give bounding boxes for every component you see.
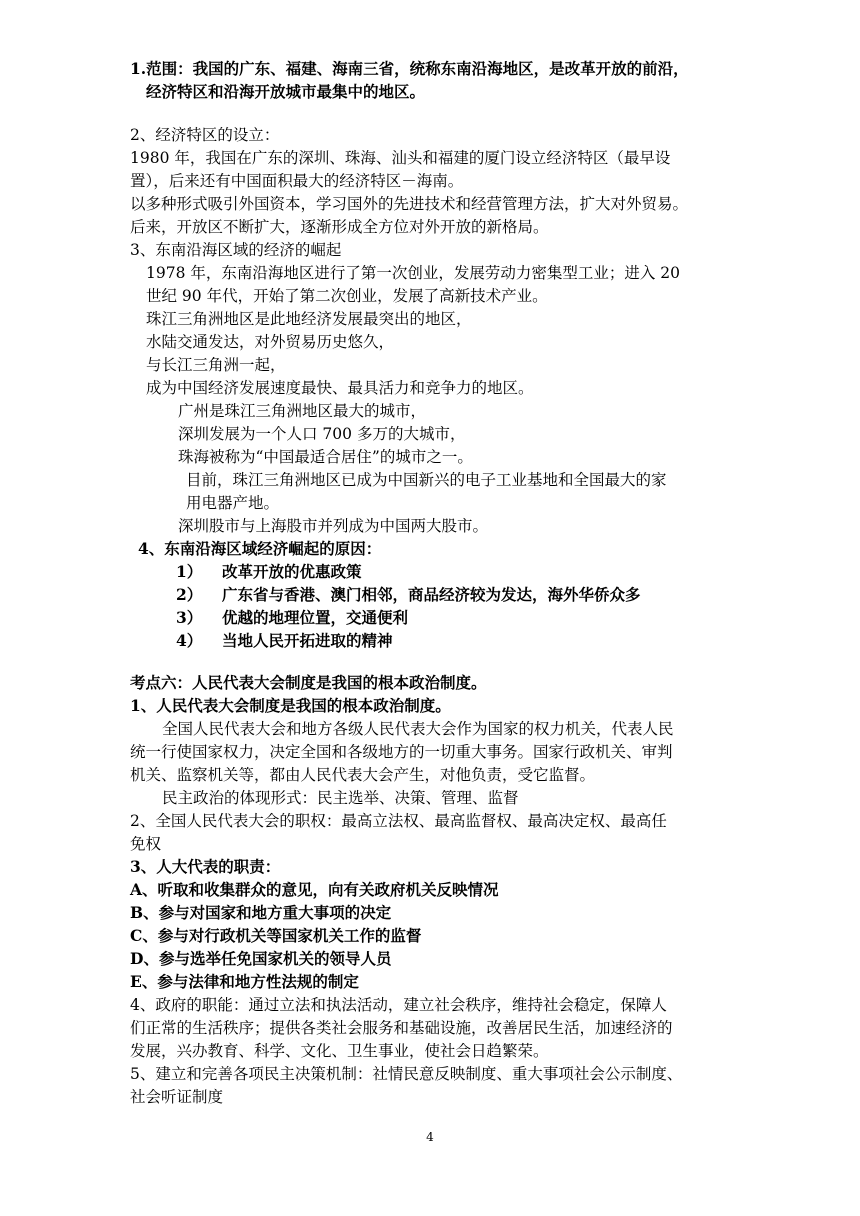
deputy-duty-item: C、参与对行政机关等国家机关工作的监督: [130, 926, 422, 945]
government-functions-line: 发展，兴办教育、科学、文化、卫生事业，使社会日趋繁荣。: [130, 1042, 549, 1060]
npc-system-line: 全国人民代表大会和地方各级人民代表大会作为国家的权力机关，代表人民: [162, 720, 674, 738]
deputy-duty-item: A、听取和收集群众的意见，向有关政府机关反映情况: [130, 880, 499, 899]
rise-line: 深圳发展为一个人口 700 多万的大城市，: [178, 425, 466, 443]
reason-item: [176, 630, 393, 652]
deputy-duty-item: B、参与对国家和地方重大事项的决定: [130, 903, 392, 922]
reason-number: 4）: [176, 631, 203, 650]
reason-item: [176, 561, 362, 583]
deputy-duty-item: D、参与选举任免国家机关的领导人员: [130, 949, 392, 968]
special-zone-heading: 2、经济特区的设立：: [130, 126, 280, 144]
rise-line: 珠海被称为“中国最适合居住”的城市之一。: [178, 448, 473, 466]
special-zone-p1-line2: 置），后来还有中国面积最大的经济特区－海南。: [130, 172, 464, 190]
rise-line: 水陆交通发达，对外贸易历史悠久，: [146, 333, 395, 351]
reason-text: 优越的地理位置，交通便利: [222, 608, 409, 627]
reason-item: [176, 607, 408, 629]
rise-line: 珠江三角洲地区是此地经济发展最突出的地区，: [146, 310, 472, 328]
npc-system-line: 统一行使国家权力，决定全国和各级地方的一切重大事务。国家行政机关、审判: [130, 743, 673, 761]
scope-line-1: 1.范围：我国的广东、福建、海南三省，统称东南沿海地区，是改革开放的前沿，: [130, 59, 689, 78]
reason-text: 当地人民开拓进取的精神: [222, 631, 393, 650]
rise-line: 1978 年，东南沿海地区进行了第一次创业，发展劳动力密集型工业；进入 20: [146, 264, 681, 282]
decision-mechanism-line: 5、建立和完善各项民主决策机制：社情民意反映制度、重大事项社会公示制度、: [130, 1065, 683, 1083]
scope-line-2: 经济特区和沿海开放城市最集中的地区。: [146, 82, 426, 101]
reason-item: [176, 584, 641, 606]
deputy-duty-item: E、参与法律和地方性法规的制定: [130, 972, 359, 991]
page-number: 4: [426, 1130, 434, 1144]
npc-system-heading: 1、人民代表大会制度是我国的根本政治制度。: [130, 696, 451, 715]
special-zone-p2-line2: 后来，开放区不断扩大，逐渐形成全方位对外开放的新格局。: [130, 218, 549, 236]
npc-system-line: 机关、监察机关等，都由人民代表大会产生，对他负责，受它监督。: [130, 766, 596, 784]
rise-line: 用电器产地。: [186, 494, 280, 512]
deputy-duties-heading: 3、人大代表的职责：: [130, 857, 281, 876]
npc-powers-line: 2、全国人民代表大会的职权：最高立法权、最高监督权、最高决定权、最高任: [130, 812, 667, 830]
decision-mechanism-line: 社会听证制度: [130, 1088, 224, 1106]
rise-line: 深圳股市与上海股市并列成为中国两大股市。: [178, 517, 489, 535]
government-functions-line: 4、政府的职能：通过立法和执法活动，建立社会秩序，维持社会稳定，保障人: [130, 996, 667, 1014]
reason-number: 3）: [176, 608, 203, 627]
npc-powers-line: 免权: [130, 835, 162, 853]
reason-number: 2）: [176, 585, 203, 604]
npc-system-line: 民主政治的体现形式：民主选举、决策、管理、监督: [162, 789, 519, 807]
rise-line: 与长江三角洲一起，: [146, 356, 286, 374]
rise-heading: 3、东南沿海区域的经济的崛起: [130, 241, 342, 259]
special-zone-p1-line1: 1980 年，我国在广东的深圳、珠海、汕头和福建的厦门设立经济特区（最早设: [130, 149, 671, 167]
rise-line: 目前，珠江三角洲地区已成为中国新兴的电子工业基地和全国最大的家: [186, 471, 667, 489]
rise-line: 广州是珠江三角洲地区最大的城市，: [178, 402, 427, 420]
reason-number: 1）: [176, 562, 203, 581]
special-zone-p2-line1: 以多种形式吸引外国资本，学习国外的先进技术和经营管理方法，扩大对外贸易。: [130, 195, 689, 213]
reason-text: 改革开放的优惠政策: [222, 562, 362, 581]
government-functions-line: 们正常的生活秩序；提供各类社会服务和基础设施，改善居民生活，加速经济的: [130, 1019, 673, 1037]
reasons-heading: 4、东南沿海区域经济崛起的原因：: [138, 539, 382, 558]
rise-line: 世纪 90 年代，开始了第二次创业，发展了高新技术产业。: [146, 287, 548, 305]
rise-line: 成为中国经济发展速度最快、最具活力和竞争力的地区。: [146, 379, 534, 397]
kaodian6-heading: 考点六：人民代表大会制度是我国的根本政治制度。: [130, 673, 487, 692]
reason-text: 广东省与香港、澳门相邻，商品经济较为发达，海外华侨众多: [222, 585, 641, 604]
